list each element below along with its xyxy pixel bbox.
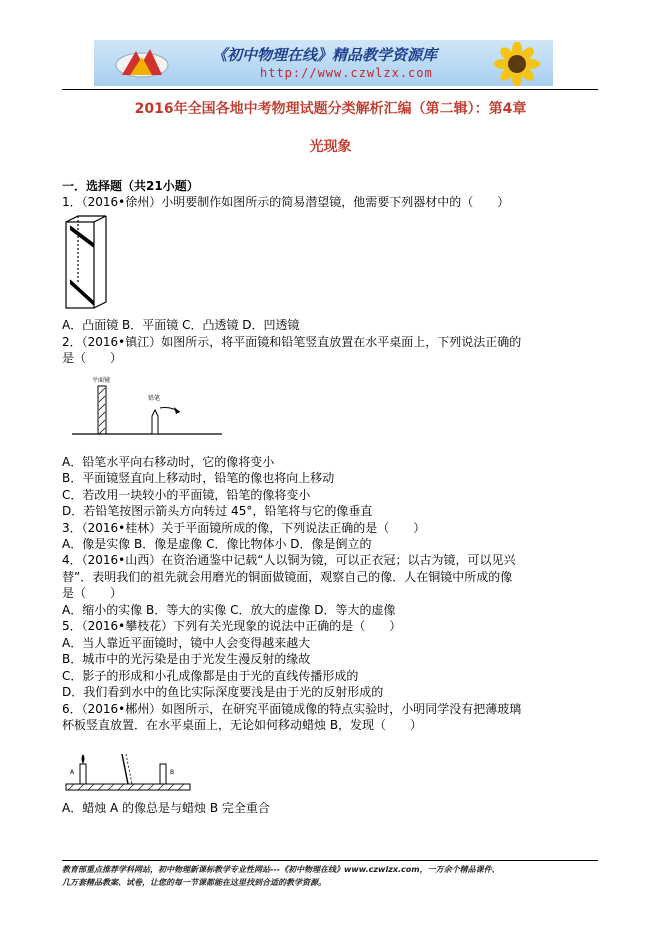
- header-banner: [94, 40, 553, 86]
- periscope-figure: [64, 214, 108, 310]
- question-2-stem-cont: 是（ ）: [62, 351, 123, 365]
- question-4-stem-end: 是（ ）: [62, 586, 123, 600]
- footer-line-2: 几万套精品教案、试卷，让您的每一节课都能在这里找到合适的教学资源。: [62, 878, 326, 887]
- page-title: 2016年全国各地中考物理试题分类解析汇编（第二辑）：第4章: [134, 101, 527, 117]
- question-4-options: A．缩小的实像 B．等大的实像 C．放大的虚像 D．等大的虚像: [62, 603, 396, 617]
- question-2-option-b: B．平面镜竖直向上移动时，铅笔的像也将向上移动: [62, 471, 335, 485]
- mirror-pencil-figure: [66, 372, 226, 438]
- banner-title: 《初中物理在线》精品教学资源库: [212, 46, 438, 64]
- sunflower-icon: [487, 42, 547, 86]
- question-5-option-c: C．影子的形成和小孔成像都是由于光的直线传播形成的: [62, 669, 359, 683]
- question-2-stem: 2．（2016•镇江）如图所示，将平面镜和铅笔竖直放置在水平桌面上，下列说法正确的: [62, 335, 522, 349]
- question-2-option-a: A．铅笔水平向右移动时，它的像将变小: [62, 455, 275, 469]
- section-heading: 一．选择题（共21小题）: [62, 179, 199, 193]
- question-5-option-d: D．我们看到水中的鱼比实际深度要浅是由于光的反射形成的: [62, 685, 384, 699]
- candle-b-label: B: [170, 769, 175, 776]
- footer-rule: [62, 860, 598, 861]
- question-4-stem-cont: 替”．表明我们的祖先就会用磨光的铜面做镜面，观察自己的像．人在铜镜中所成的像: [62, 570, 513, 584]
- question-3-options: A．像是实像 B．像是虚像 C．像比物体小 D．像是倒立的: [62, 537, 372, 551]
- question-1-options: A．凸面镜 B．平面镜 C．凸透镜 D．凹透镜: [62, 318, 300, 332]
- site-logo-icon: [112, 45, 172, 81]
- question-5-option-a: A．当人靠近平面镜时，镜中人会变得越来越大: [62, 636, 311, 650]
- question-1-stem: 1．（2016•徐州）小明要制作如图所示的简易潜望镜，他需要下列器材中的（ ）: [62, 195, 510, 209]
- mirror-label: 平面镜: [92, 377, 111, 384]
- banner-url: http://www.czwlzx.com: [260, 66, 433, 80]
- candle-a-label: A: [70, 769, 75, 776]
- question-3-stem: 3．（2016•桂林）关于平面镜所成的像，下列说法正确的是（ ）: [62, 521, 426, 535]
- header-rule: [62, 89, 598, 90]
- question-2-option-c: C．若改用一块较小的平面镜，铅笔的像将变小: [62, 488, 311, 502]
- candle-glass-figure: [64, 752, 192, 794]
- question-5-stem: 5．（2016•攀枝花）下列有关光现象的说法中正确的是（ ）: [62, 619, 402, 633]
- pencil-label: 铅笔: [148, 395, 161, 402]
- question-5-option-b: B．城市中的光污染是由于光发生漫反射的缘故: [62, 652, 311, 666]
- question-6-stem: 6．（2016•郴州）如图所示，在研究平面镜成像的特点实验时，小明同学没有把薄玻璃: [62, 702, 522, 716]
- question-2-option-d: D．若铅笔按图示箭头方向转过 45°，铅笔将与它的像垂直: [62, 504, 373, 518]
- question-4-stem: 4．（2016•山西）在资治通鉴中记载“人以铜为镜，可以正衣冠；以古为镜，可以见兴: [62, 553, 516, 567]
- footer-line-1: 教育部重点推荐学科网站，初中物理新课标教学专业性网站---《初中物理在线》www.czwlzx.com，一万余个精品课件、: [62, 865, 500, 874]
- page-subtitle: 光现象: [309, 139, 352, 155]
- question-6-option-a: A．蜡烛 A 的像总是与蜡烛 B 完全重合: [62, 801, 270, 815]
- question-6-stem-cont: 杯板竖直放置．在水平桌面上，无论如何移动蜡烛 B，发现（ ）: [62, 718, 423, 732]
